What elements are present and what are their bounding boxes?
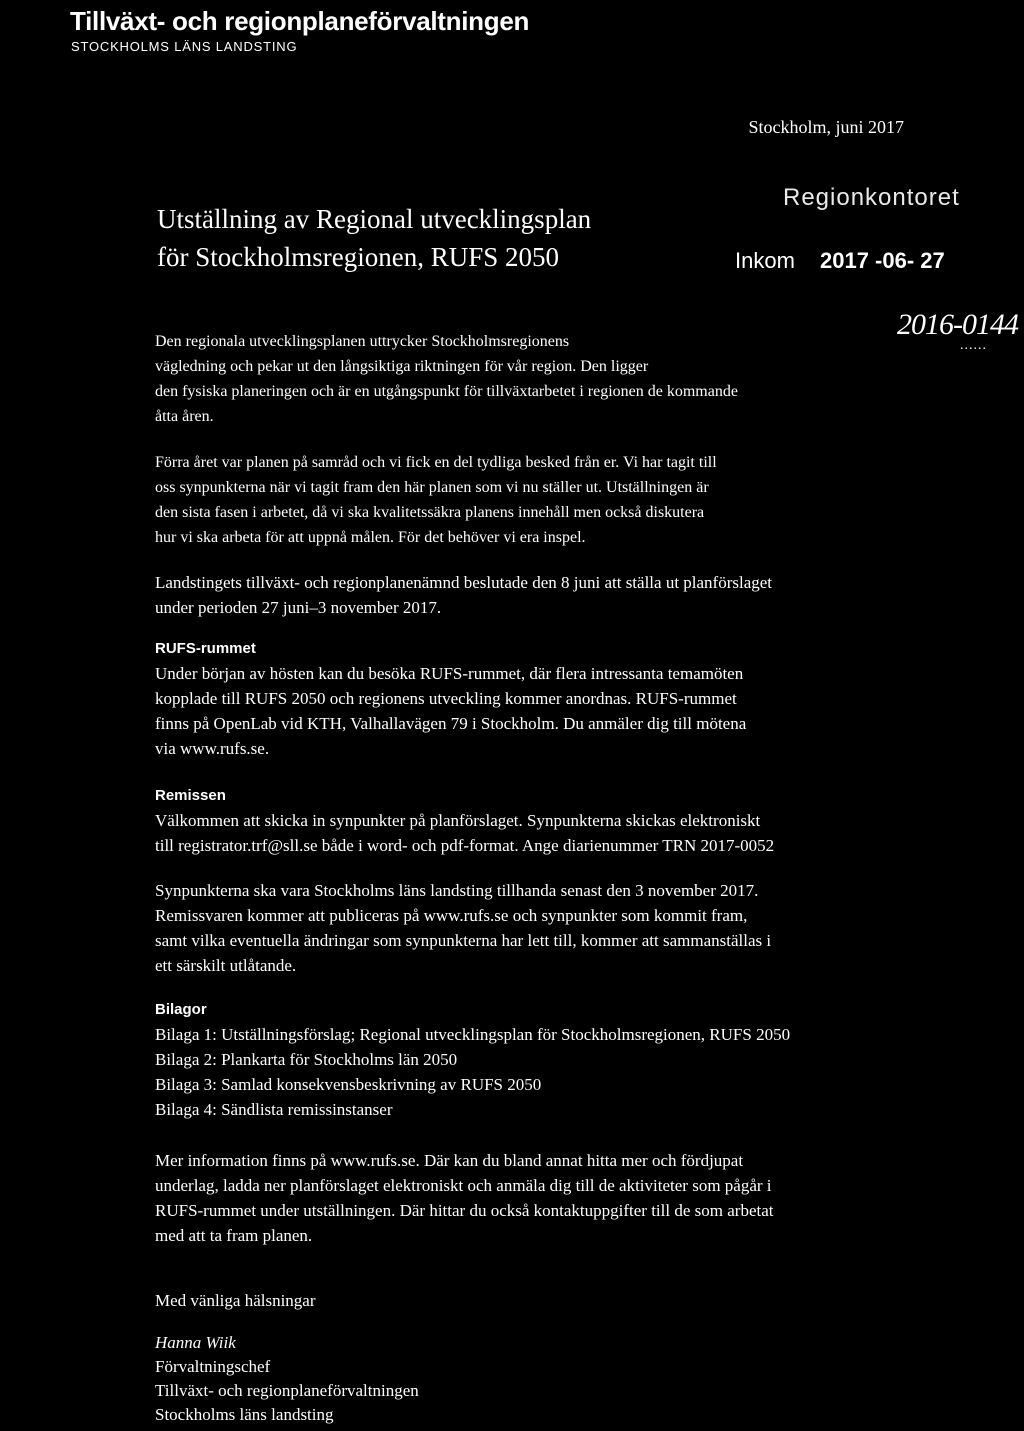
- received-stamp-title: Regionkontoret: [783, 184, 960, 211]
- title-line-1: Utställning av Regional utvecklingsplan: [157, 204, 592, 234]
- organization-subtitle: STOCKHOLMS LÄNS LANDSTING: [71, 39, 298, 54]
- more-info-line: Mer information finns på www.rufs.se. Där kan du bland annat hitta mer och fördjupat: [155, 1151, 744, 1170]
- rufs-rummet-line: kopplade till RUFS 2050 och regionens utveckling kommer anordnas. RUFS-rummet: [155, 689, 737, 708]
- bilaga-item: Bilaga 4: Sändlista remissinstanser: [155, 1100, 393, 1119]
- feedback-line: Förra året var planen på samråd och vi fick en del tydliga besked från er. Vi har tagit till: [155, 454, 717, 471]
- feedback-line: oss synpunkterna när vi tagit fram den här planen som vi nu ställer ut. Utställningen är: [155, 479, 709, 496]
- more-info-line: underlag, ladda ner planförslaget elektroniskt och anmäla dig till de aktiviteter som pågår i: [155, 1176, 772, 1195]
- remissen-line: Synpunkterna ska vara Stockholms läns landsting tillhanda senast den 3 november 2017.: [155, 881, 759, 900]
- remissen-section: [155, 784, 915, 978]
- signatory-role: Förvaltningschef: [155, 1357, 271, 1376]
- rufs-rummet-section: [155, 637, 915, 761]
- signatory-organization: Stockholms läns landsting: [155, 1405, 334, 1424]
- decision-line: under perioden 27 juni–3 november 2017.: [155, 598, 442, 617]
- feedback-paragraph: [155, 450, 915, 550]
- bilaga-item: Bilaga 3: Samlad konsekvensbeskrivning av RUFS 2050: [155, 1075, 542, 1094]
- organization-name: Tillväxt- och regionplaneförvaltningen: [70, 6, 530, 36]
- bilagor-section: [155, 998, 915, 1122]
- decision-paragraph: [155, 570, 915, 620]
- decision-line: Landstingets tillväxt- och regionplanenämnd beslutade den 8 juni att ställa ut planförslaget: [155, 573, 773, 592]
- document-title: [157, 200, 591, 276]
- rufs-rummet-line: Under början av hösten kan du besöka RUFS-rummet, där flera intressanta temamöten: [155, 664, 744, 683]
- remissen-heading: Remissen: [155, 787, 226, 804]
- intro-line: åtta åren.: [155, 408, 214, 425]
- title-line-2: för Stockholmsregionen, RUFS 2050: [157, 242, 559, 272]
- feedback-line: hur vi ska arbeta för att uppnå målen. För det behöver vi era inspel.: [155, 529, 586, 546]
- remissen-line: Remissvaren kommer att publiceras på www.rufs.se och synpunkter som kommit fram,: [155, 906, 748, 925]
- bilaga-item: Bilaga 1: Utställningsförslag; Regional utvecklingsplan för Stockholmsregionen, RUFS 2050: [155, 1025, 791, 1044]
- more-info-line: RUFS-rummet under utställningen. Där hittar du också kontaktuppgifter till de som arbetat: [155, 1201, 774, 1220]
- rufs-rummet-heading: RUFS-rummet: [155, 640, 256, 657]
- greeting-text: Med vänliga hälsningar: [155, 1291, 316, 1310]
- closing-greeting: [155, 1288, 915, 1313]
- stamp-dotted-line: ......: [960, 338, 987, 353]
- handwritten-case-number: 2016-0144: [897, 308, 1018, 341]
- intro-line: vägledning och pekar ut den långsiktiga riktningen för vår region. Den ligger: [155, 358, 649, 375]
- bilagor-heading: Bilagor: [155, 1001, 207, 1018]
- rufs-rummet-line: finns på OpenLab vid KTH, Valhallavägen 79 i Stockholm. Du anmäler dig till mötena: [155, 714, 747, 733]
- remissen-line: samt vilka eventuella ändringar som synpunkterna har lett till, kommer att sammanställas i: [155, 931, 772, 950]
- feedback-line: den sista fasen i arbetet, då vi ska kvalitetssäkra planens innehåll men också diskutera: [155, 504, 705, 521]
- received-stamp-label: Inkom: [735, 248, 795, 273]
- bilaga-item: Bilaga 2: Plankarta för Stockholms län 2050: [155, 1050, 458, 1069]
- intro-line: den fysiska planeringen och är en utgångspunkt för tillväxtarbetet i regionen de kommande: [155, 383, 738, 400]
- rufs-rummet-line: via www.rufs.se.: [155, 739, 270, 758]
- remissen-line: Välkommen att skicka in synpunkter på planförslaget. Synpunkterna skickas elektroniskt: [155, 811, 761, 830]
- intro-line: Den regionala utvecklingsplanen uttrycker Stockholmsregionens: [155, 333, 570, 350]
- remissen-line: till registrator.trf@sll.se både i word- och pdf-format. Ange diarienummer TRN 2017-0052: [155, 836, 775, 855]
- more-info-paragraph: [155, 1148, 915, 1248]
- intro-paragraph: [155, 329, 915, 429]
- date-line: Stockholm, juni 2017: [748, 117, 904, 137]
- remissen-line: ett särskilt utlåtande.: [155, 956, 297, 975]
- received-stamp-date: 2017 -06- 27: [820, 248, 945, 273]
- signatory-department: Tillväxt- och regionplaneförvaltningen: [155, 1381, 419, 1400]
- signatory-name: Hanna Wiik: [155, 1333, 236, 1352]
- more-info-line: med att ta fram planen.: [155, 1226, 313, 1245]
- signature-block: [155, 1331, 915, 1427]
